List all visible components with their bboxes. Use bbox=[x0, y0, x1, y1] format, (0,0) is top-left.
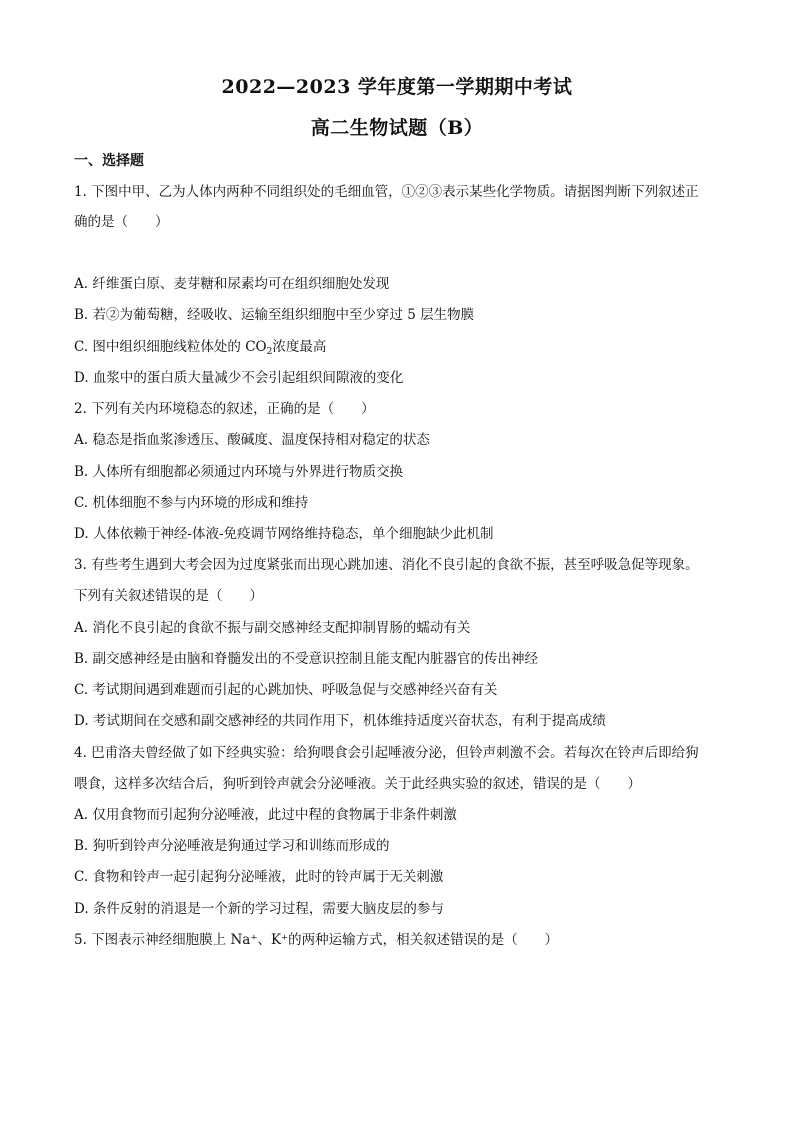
exam-title: 2022—2023 学年度第一学期期中考试 bbox=[221, 76, 573, 98]
q1-option-c-tail: 浓度最高 bbox=[272, 339, 327, 355]
q4-stem-line-2: 喂食，这样多次结合后，狗听到铃声就会分泌唾液。关于此经典实验的叙述，错误的是（ ） bbox=[74, 776, 641, 792]
q1-option-b: B. 若②为葡萄糖，经吸收、运输至组织细胞中至少穿过 5 层生物膜 bbox=[74, 307, 475, 323]
q3-stem-line-1: 3. 有些考生遇到大考会因为过度紧张而出现心跳加速、消化不良引起的食欲不振，甚至呼吸急促等现象。 bbox=[74, 557, 699, 573]
subscript: 2 bbox=[266, 347, 273, 357]
q1-option-c bbox=[74, 337, 734, 362]
q4-option-d: D. 条件反射的消退是一个新的学习过程，需要大脑皮层的参与 bbox=[74, 901, 444, 917]
q2-option-a: A. 稳态是指血浆渗透压、酸碱度、温度保持相对稳定的状态 bbox=[74, 432, 430, 448]
q1-option-a: A. 纤维蛋白原、麦芽糖和尿素均可在组织细胞处发现 bbox=[74, 276, 390, 292]
q1-option-c-text: C. 图中组织细胞线粒体处的 CO bbox=[74, 339, 267, 355]
q1-stem-line-2: 确的是（ ） bbox=[74, 214, 169, 230]
exam-subtitle: 高二生物试题（B） bbox=[310, 117, 484, 139]
q1-option-d: D. 血浆中的蛋白质大量减少不会引起组织间隙液的变化 bbox=[74, 370, 404, 386]
q3-option-d: D. 考试期间在交感和副交感神经的共同作用下，机体维持适度兴奋状态，有利于提高成绩 bbox=[74, 713, 606, 729]
section-heading: 一、选择题 bbox=[74, 153, 144, 169]
q4-option-a: A. 仅用食物而引起狗分泌唾液，此过中程的食物属于非条件刺激 bbox=[74, 807, 457, 823]
q2-option-b: B. 人体所有细胞都必须通过内环境与外界进行物质交换 bbox=[74, 464, 404, 480]
q3-stem-line-2: 下列有关叙述错误的是（ ） bbox=[74, 588, 263, 604]
q3-option-b: B. 副交感神经是由脑和脊髓发出的不受意识控制且能支配内脏器官的传出神经 bbox=[74, 651, 539, 667]
q2-option-d: D. 人体依赖于神经-体液-免疫调节网络维持稳态，单个细胞缺少此机制 bbox=[74, 526, 494, 542]
q2-stem: 2. 下列有关内环境稳态的叙述，正确的是（ ） bbox=[74, 401, 375, 417]
q4-option-b: B. 狗听到铃声分泌唾液是狗通过学习和训练而形成的 bbox=[74, 838, 390, 854]
q2-option-c: C. 机体细胞不参与内环境的形成和维持 bbox=[74, 495, 309, 511]
q3-option-a: A. 消化不良引起的食欲不振与副交感神经支配抑制胃肠的蠕动有关 bbox=[74, 620, 471, 636]
q3-option-c: C. 考试期间遇到难题而引起的心跳加快、呼吸急促与交感神经兴奋有关 bbox=[74, 682, 498, 698]
q1-stem-line-1: 1. 下图中甲、乙为人体内两种不同组织处的毛细血管，①②③表示某些化学物质。请据图判断下列叙述正 bbox=[74, 184, 699, 200]
q5-stem: 5. 下图表示神经细胞膜上 Na⁺、K⁺的两种运输方式，相关叙述错误的是（ ） bbox=[74, 932, 559, 948]
q4-stem-line-1: 4. 巴甫洛夫曾经做了如下经典实验：给狗喂食会引起唾液分泌，但铃声刺激不会。若每次在铃声后即给狗 bbox=[74, 745, 699, 761]
q4-option-c: C. 食物和铃声一起引起狗分泌唾液，此时的铃声属于无关刺激 bbox=[74, 869, 444, 885]
